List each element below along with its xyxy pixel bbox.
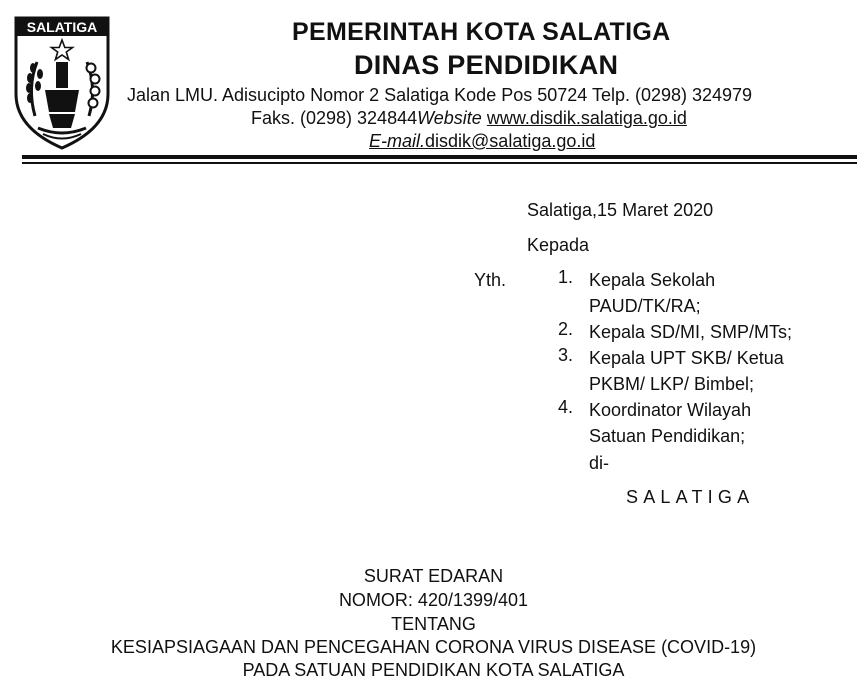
recipient-number: 1. bbox=[558, 267, 574, 287]
letterhead-divider-thin bbox=[22, 162, 857, 164]
letter-subject-line-2: PADA SATUAN PENDIDIKAN KOTA SALATIGA bbox=[242, 660, 625, 680]
letterhead-fax-website bbox=[251, 108, 687, 129]
recipient-number: 3. bbox=[558, 345, 574, 365]
letter-subject-label: TENTANG bbox=[391, 614, 476, 634]
letterhead-email bbox=[369, 131, 595, 152]
recipient-city: SALATIGA bbox=[626, 487, 755, 507]
salatiga-coat-of-arms-logo bbox=[13, 16, 111, 150]
recipient-line: PKBM/ LKP/ Bimbel; bbox=[589, 374, 755, 394]
email-label: E-mail. bbox=[369, 131, 426, 151]
recipient-number: 2. bbox=[558, 319, 574, 339]
place-date: Salatiga,15 Maret 2020 bbox=[527, 200, 714, 220]
website-label: Website bbox=[417, 108, 482, 128]
letter-type: SURAT EDARAN bbox=[363, 566, 504, 586]
recipient-line: Kepala Sekolah bbox=[589, 270, 716, 290]
recipient-line: Koordinator Wilayah bbox=[589, 400, 752, 420]
honorific: Yth. bbox=[474, 270, 507, 290]
recipient-number: 4. bbox=[558, 397, 574, 417]
letter-subject-line-1: KESIAPSIAGAAN DAN PENCEGAHAN CORONA VIRUS DISEASE (COVID-19) bbox=[110, 637, 757, 657]
website-link[interactable]: www.disdik.salatiga.go.id bbox=[486, 108, 687, 128]
recipient-line: Kepala UPT SKB/ Ketua bbox=[589, 348, 784, 368]
recipient-line: Kepala SD/MI, SMP/MTs; bbox=[589, 322, 793, 342]
letter-number: NOMOR: 420/1399/401 bbox=[338, 590, 529, 610]
letterhead-department-name: DINAS PENDIDIKAN bbox=[354, 50, 619, 80]
recipient-label: Kepada bbox=[527, 235, 590, 255]
letterhead-address: Jalan LMU. Adisucipto Nomor 2 Salatiga Kode Pos 50724 Telp. (0298) 324979 bbox=[127, 85, 753, 105]
letterhead-government-name: PEMERINTAH KOTA SALATIGA bbox=[292, 18, 671, 46]
di-label: di- bbox=[589, 453, 610, 473]
recipient-line: Satuan Pendidikan; bbox=[589, 426, 746, 446]
letterhead-divider-thick bbox=[22, 155, 857, 159]
recipient-line: PAUD/TK/RA; bbox=[589, 296, 701, 316]
fax-number: Faks. (0298) 324844 bbox=[251, 108, 418, 128]
logo-label: SALATIGA bbox=[26, 19, 98, 35]
email-link[interactable]: disdik@salatiga.go.id bbox=[425, 131, 596, 151]
